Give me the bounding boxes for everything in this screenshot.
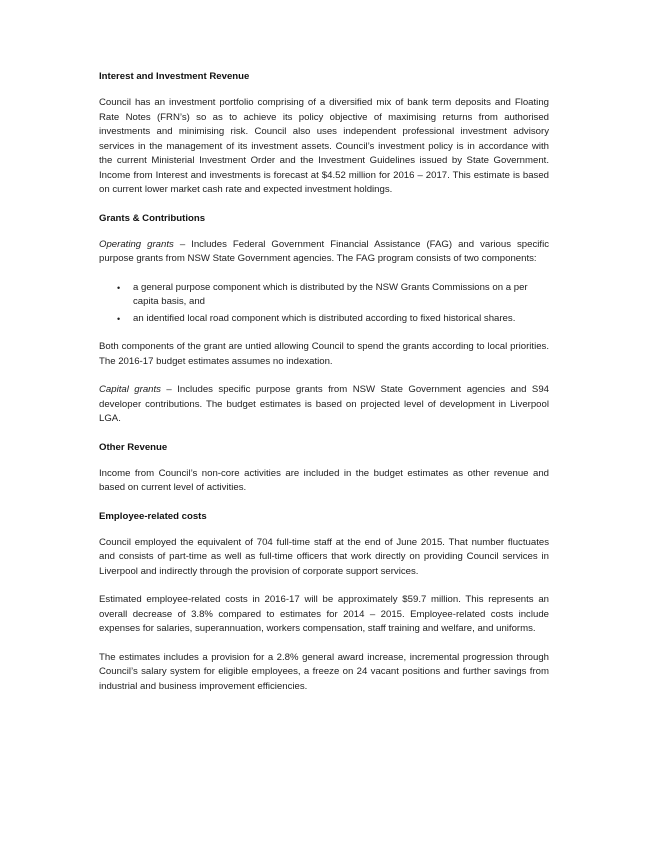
list-item xyxy=(99,312,549,327)
paragraph-employee-3: The estimates includes a provision for a 2.8% general award increase, incremental progression through Council’s salary system for eligible employees, a freeze on 24 vacant positions and further savings from industrial and business improvement efficiencies. xyxy=(99,651,549,692)
heading-other-revenue: Other Revenue xyxy=(99,441,168,453)
capital-grants-lead: Capital grants xyxy=(99,384,161,395)
paragraph-capital-grants xyxy=(99,383,549,427)
operating-grants-lead: Operating grants xyxy=(99,238,174,250)
paragraph-operating-grants xyxy=(99,238,549,267)
grant-components-list xyxy=(99,281,549,327)
operating-grants-text: – Includes Federal Government Financial Assistance (FAG) and various specific purpose grants from NSW State Government agencies. The FAG program consists of two components: xyxy=(99,238,549,264)
paragraph-other-revenue: Income from Council’s non-core activities are included in the budget estimates as other revenue and based on current level of activities. xyxy=(99,467,549,493)
list-item xyxy=(99,281,549,310)
bullet-icon: • xyxy=(117,313,121,324)
capital-grants-text: – Includes specific purpose grants from NSW State Government agencies and S94 developer contributions. The budget estimates is based on projected level of development in Liverpool LGA. xyxy=(99,384,549,424)
bullet-text: an identified local road component which is distributed according to fixed historical shares. xyxy=(133,312,516,324)
paragraph-interest: Council has an investment portfolio comprising of a diversified mix of bank term deposits and Floating Rate Notes (FRN’s) so as to achieve its policy objective of maximising returns from authorised investments and minimising risk. Council also uses independent professional investment advisory services in the management of its investment assets. Council’s investment policy is in accordance with the current Ministerial Investment Order and the Investment Guidelines issued by State Government. Income from Interest and investments is forecast at $4.52 million for 2016 – 2017. This estimate is based on current lower market cash rate and expected investment holdings. xyxy=(99,97,549,195)
document-page xyxy=(99,70,549,708)
paragraph-employee-2: Estimated employee-related costs in 2016-17 will be approximately $59.7 million. This represents an overall decrease of 3.8% compared to estimates for 2014 – 2015. Employee-related costs include expenses for salaries, superannuation, workers compensation, staff training and welfare, and uniforms. xyxy=(99,594,549,634)
heading-employee-costs: Employee-related costs xyxy=(99,510,207,522)
paragraph-employee-1: Council employed the equivalent of 704 full-time staff at the end of June 2015. That number fluctuates and consists of part-time as well as full-time officers that work directly on providing Council services in Liverpool and indirectly through the provision of corporate support services. xyxy=(99,536,549,577)
bullet-icon: • xyxy=(117,282,121,293)
heading-grants: Grants & Contributions xyxy=(99,212,206,224)
heading-interest: Interest and Investment Revenue xyxy=(99,71,250,82)
paragraph-both-components: Both components of the grant are untied allowing Council to spend the grants according to local priorities. The 2016-17 budget estimates assumes no indexation. xyxy=(99,341,549,367)
bullet-text: a general purpose component which is distributed by the NSW Grants Commissions on a per capita basis, and xyxy=(133,281,528,307)
